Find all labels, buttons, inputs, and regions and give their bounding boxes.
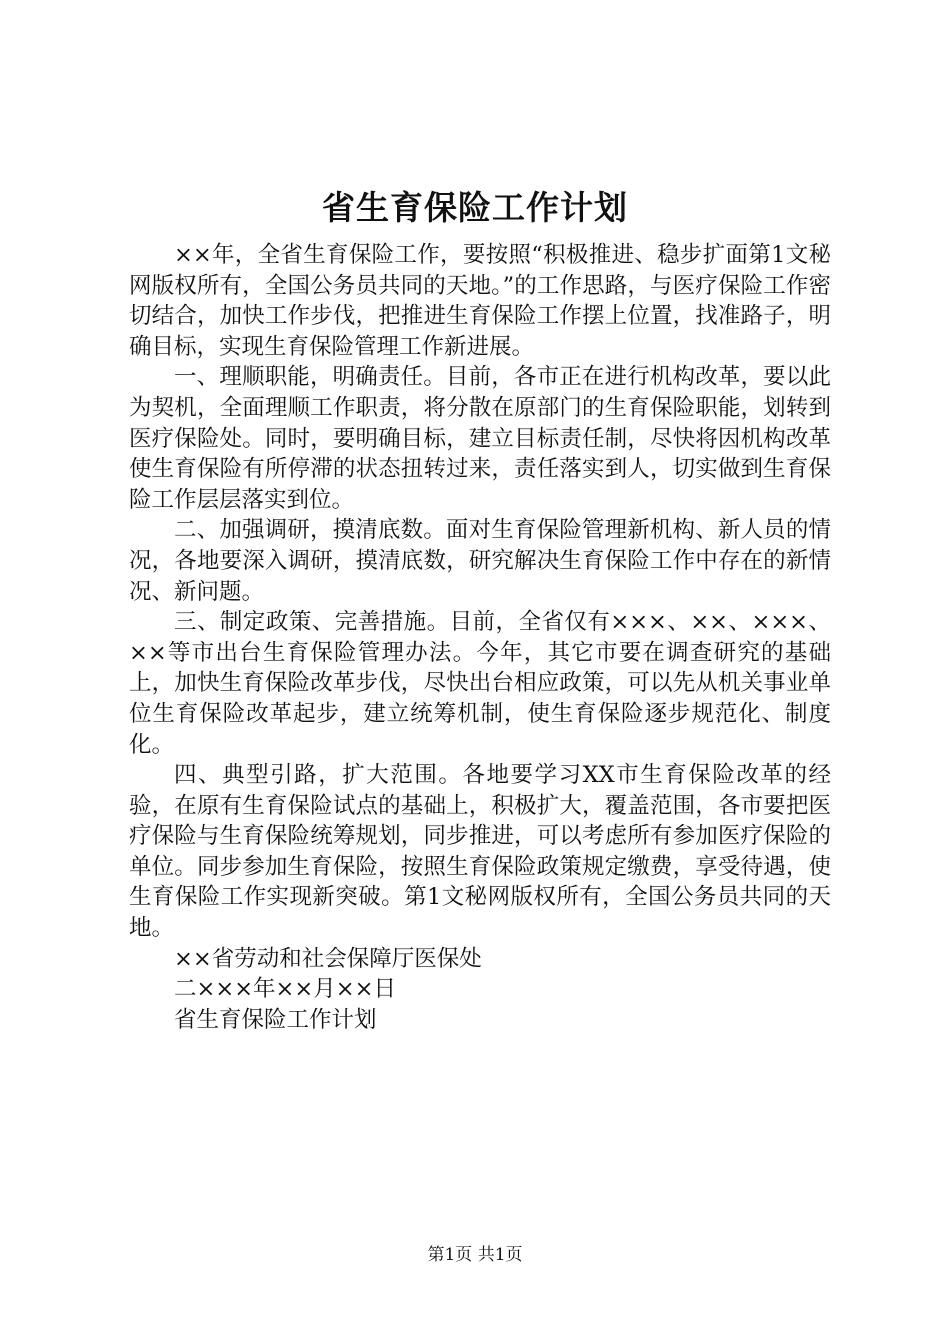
- closing-title: 省生育保险工作计划: [174, 1006, 377, 1033]
- signature-date: 二×××年××月××日: [174, 976, 396, 1003]
- paragraph-intro: ××年，全省生育保险工作，要按照“积极推进、稳步扩面第1文秘网版权所有，全国公务员共同的天地。”的工作思路，与医疗保险工作密切结合，加快工作步伐，把推进生育保险工作摆上位置，找准路子，明确目标，实现生育保险管理工作新进展。: [129, 242, 831, 360]
- paragraph-section-2: 二、加强调研，摸清底数。面对生育保险管理新机构、新人员的情况，各地要深入调研，摸清底数，研究解决生育保险工作中存在的新情况、新问题。: [129, 517, 831, 605]
- page-number-footer: 第1页 共1页: [427, 1245, 523, 1265]
- document-body: [129, 240, 831, 1035]
- document-title: 省生育保险工作计划: [322, 188, 628, 227]
- paragraph-section-4: 四、典型引路，扩大范围。各地要学习XX市生育保险改革的经验，在原有生育保险试点的基础上，积极扩大，覆盖范围，各市要把医疗保险与生育保险统筹规划，同步推进，可以考虑所有参加医疗保险的单位。同步参加生育保险，按照生育保险政策规定缴费，享受待遇，使生育保险工作实现新突破。第1文秘网版权所有，全国公务员共同的天地。: [129, 762, 831, 942]
- paragraph-section-1: 一、理顺职能，明确责任。目前，各市正在进行机构改革，要以此为契机，全面理顺工作职责，将分散在原部门的生育保险职能，划转到医疗保险处。同时，要明确目标，建立目标责任制，尽快将因机构改革使生育保险有所停滞的状态扭转过来，责任落实到人，切实做到生育保险工作层层落实到位。: [129, 364, 831, 513]
- paragraph-section-3: 三、制定政策、完善措施。目前，全省仅有×××、××、×××、××等市出台生育保险管理办法。今年，其它市要在调查研究的基础上，加快生育保险改革步伐，尽快出台相应政策，可以先从机关事业单位生育保险改革起步，建立统筹机制，使生育保险逐步规范化、制度化。: [129, 609, 831, 758]
- signature-organization: ××省劳动和社会保障厅医保处: [174, 945, 482, 972]
